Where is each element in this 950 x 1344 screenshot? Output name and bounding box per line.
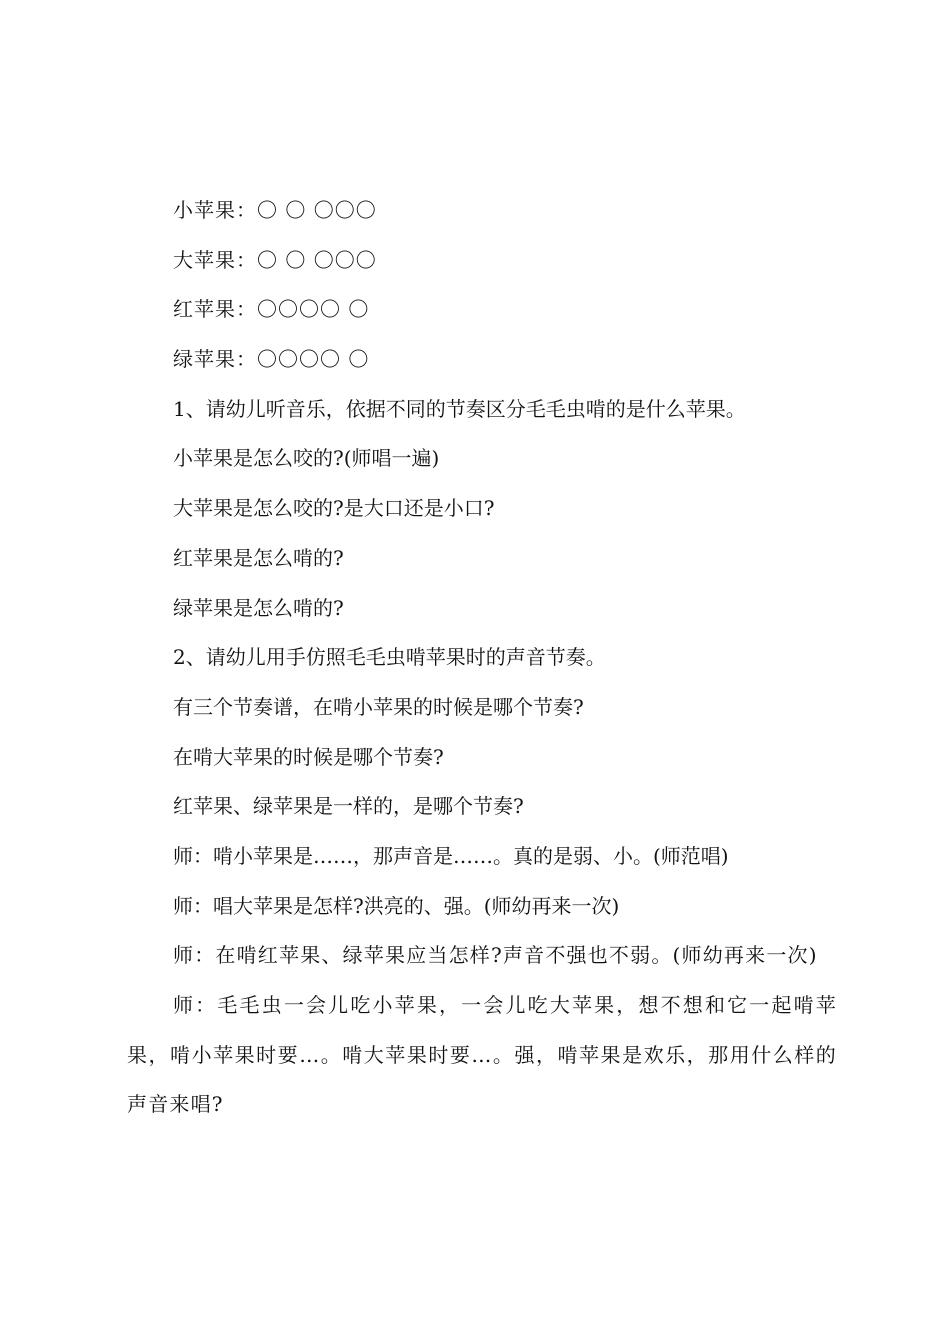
question-line: 大苹果是怎么咬的?是大口还是小口?: [173, 496, 495, 521]
question-line: 有三个节奏谱，在啃小苹果的时候是哪个节奏?: [173, 694, 584, 719]
teacher-dialogue-paragraph: 师：毛毛虫一会儿吃小苹果，一会儿吃大苹果，想不想和它一起啃苹果，啃小苹果时要…。啃大苹果时要…。强，啃苹果是欢乐，那用什么样的声音来唱?: [127, 993, 837, 1117]
instruction-step-2: 2、请幼儿用手仿照毛毛虫啃苹果时的声音节奏。: [173, 645, 606, 670]
document-body: [127, 186, 837, 1130]
teacher-dialogue-line: 师：唱大苹果是怎样?洪亮的、强。(师幼再来一次): [173, 893, 620, 918]
rhythm-line-big-apple: 大苹果：〇 〇 〇〇〇: [173, 247, 377, 272]
question-line: 红苹果、绿苹果是一样的，是哪个节奏?: [173, 794, 524, 819]
rhythm-line-small-apple: 小苹果：〇 〇 〇〇〇: [173, 198, 377, 222]
question-line: 小苹果是怎么咬的?(师唱一遍): [173, 446, 440, 471]
question-line: 绿苹果是怎么啃的?: [173, 595, 344, 620]
rhythm-line-green-apple: 绿苹果：〇〇〇〇 〇: [173, 347, 370, 372]
teacher-dialogue-paragraph: 师：在啃红苹果、绿苹果应当怎样?声音不强也不弱。(师幼再来一次): [173, 943, 818, 968]
teacher-dialogue-line: 师：啃小苹果是……，那声音是……。真的是弱、小。(师范唱): [173, 843, 729, 868]
rhythm-line-red-apple: 红苹果：〇〇〇〇 〇: [173, 297, 370, 322]
question-line: 红苹果是怎么啃的?: [173, 545, 344, 570]
question-line: 在啃大苹果的时候是哪个节奏?: [173, 744, 444, 769]
instruction-step-1: 1、请幼儿听音乐，依据不同的节奏区分毛毛虫啃的是什么苹果。: [173, 396, 746, 421]
